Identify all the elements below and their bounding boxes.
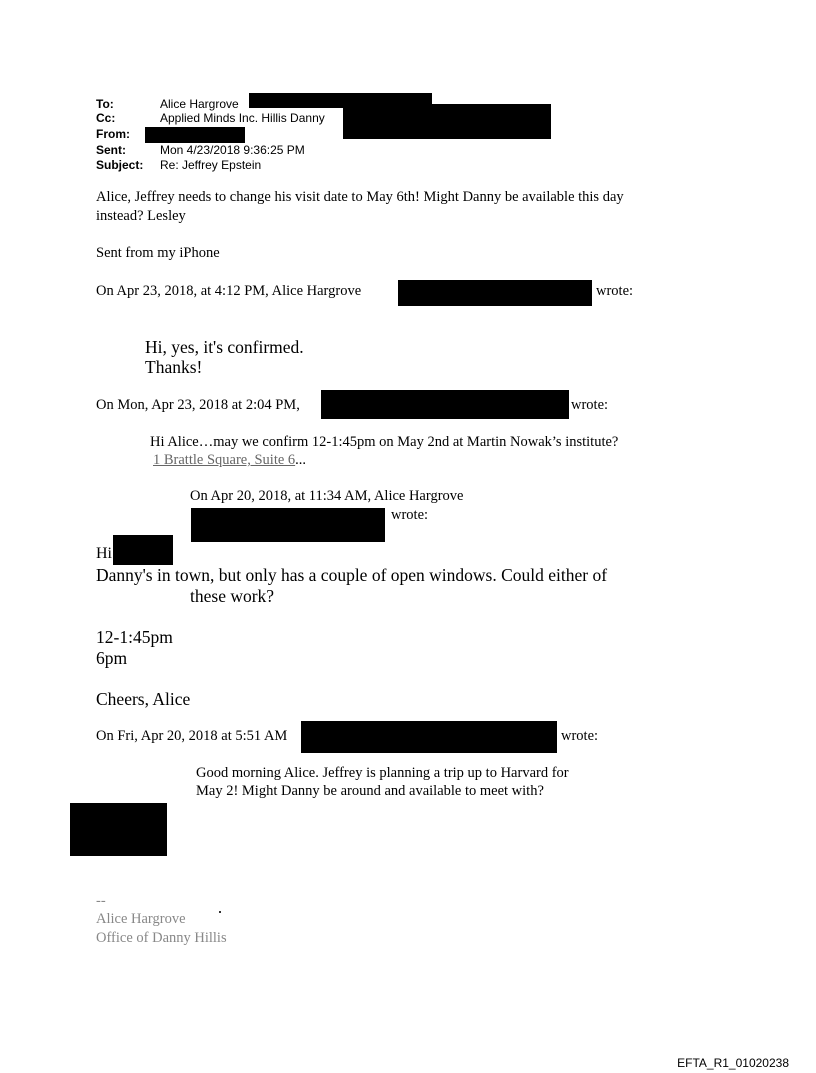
message-line: Hi Alice…may we confirm 12-1:45pm on May 2nd at Martin Nowak’s institute? [150, 434, 619, 450]
cc-value: Applied Minds Inc. Hillis Danny [160, 111, 325, 125]
sent-from-line: Sent from my iPhone [96, 245, 220, 261]
redaction-block [70, 803, 167, 856]
message-line: Good morning Alice. Jeffrey is planning a trip up to Harvard for [196, 765, 569, 781]
redaction-block [343, 104, 551, 139]
message-line: these work? [190, 586, 275, 606]
quote-wrote: wrote: [596, 283, 634, 299]
redaction-block [145, 127, 245, 143]
time-option: 12-1:45pm [96, 627, 173, 647]
body-line: instead? Lesley [96, 208, 186, 224]
redaction-block [321, 390, 569, 419]
signature-name: Alice Hargrove [96, 911, 186, 927]
message-line: Danny's in town, but only has a couple of open windows. Could either of [96, 565, 608, 585]
reply-line: Hi, yes, it's confirmed. [145, 337, 304, 357]
quote-intro: On Fri, Apr 20, 2018 at 5:51 AM [96, 728, 288, 744]
sent-label: Sent: [96, 143, 126, 157]
cc-label: Cc: [96, 111, 116, 125]
signature-office: Office of Danny Hillis [96, 930, 227, 946]
document-id: EFTA_R1_01020238 [677, 1056, 789, 1070]
redaction-block [191, 508, 385, 542]
address-ellipsis: ... [295, 452, 307, 468]
greeting: Hi [96, 545, 112, 562]
quote-intro: On Apr 20, 2018, at 11:34 AM, Alice Hargrove [190, 488, 464, 504]
subject-value: Re: Jeffrey Epstein [160, 158, 262, 172]
subject-label: Subject: [96, 158, 144, 172]
redaction-block [301, 721, 557, 753]
quote-wrote: wrote: [391, 507, 429, 523]
speck [219, 911, 221, 913]
address-line [153, 452, 306, 469]
to-value: Alice Hargrove [160, 97, 239, 111]
address-link[interactable]: 1 Brattle Square, Suite 6 [153, 452, 296, 468]
reply-line: Thanks! [145, 357, 203, 377]
quote-wrote: wrote: [571, 397, 609, 413]
message-line: May 2! Might Danny be around and available to meet with? [196, 783, 544, 799]
redaction-block [398, 280, 592, 306]
to-label: To: [96, 97, 114, 111]
quote-intro: On Mon, Apr 23, 2018 at 2:04 PM, [96, 397, 300, 413]
quote-wrote: wrote: [561, 728, 599, 744]
body-line: Alice, Jeffrey needs to change his visit date to May 6th! Might Danny be available this day [96, 189, 624, 205]
quote-intro: On Apr 23, 2018, at 4:12 PM, Alice Hargrove [96, 283, 362, 299]
time-option: 6pm [96, 648, 128, 668]
signature-dash: -- [96, 893, 106, 909]
sent-value: Mon 4/23/2018 9:36:25 PM [160, 143, 305, 157]
signoff: Cheers, Alice [96, 689, 191, 709]
from-label: From: [96, 127, 130, 141]
redaction-block [113, 535, 173, 565]
